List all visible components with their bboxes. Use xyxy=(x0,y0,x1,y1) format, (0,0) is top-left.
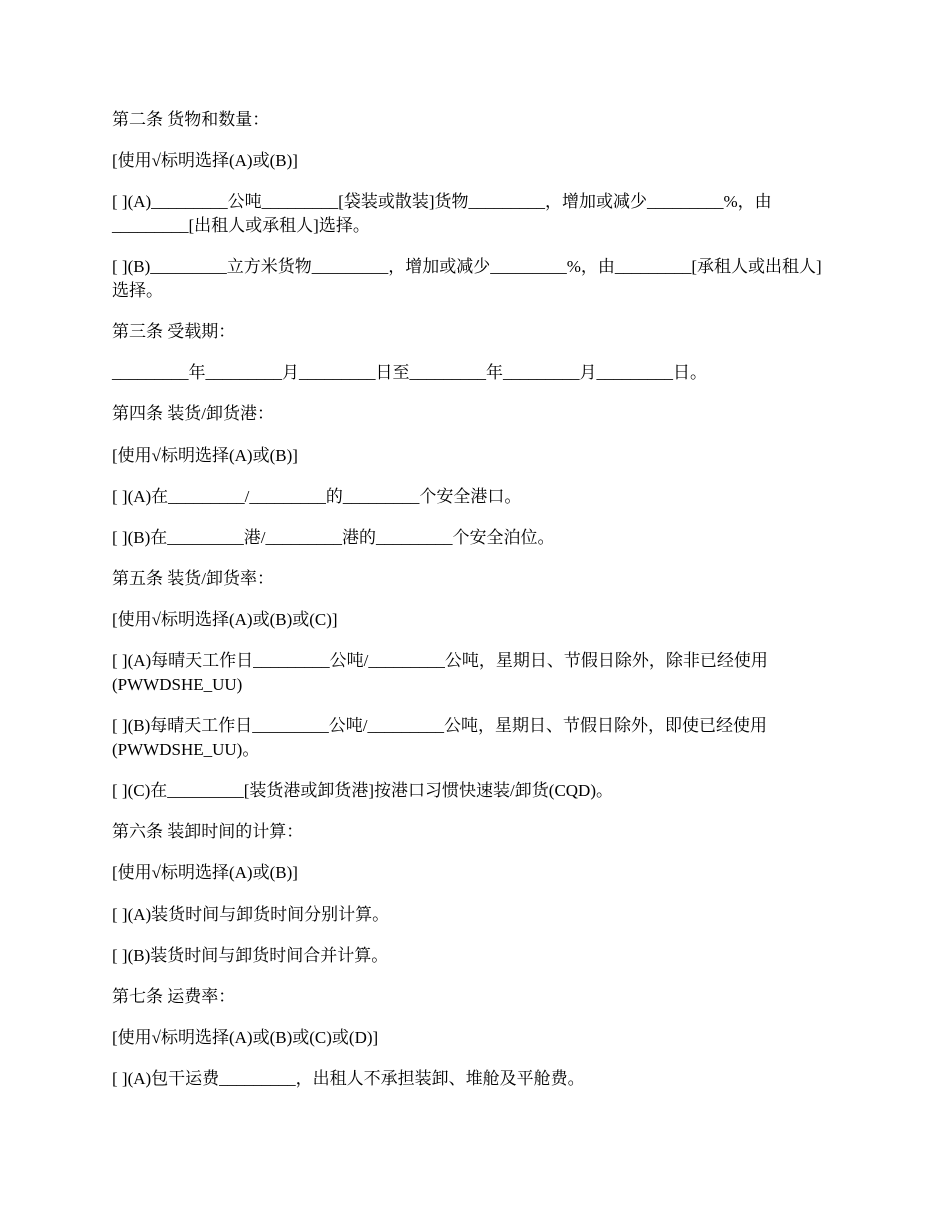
option-b-cargo: [ ](B)_________立方米货物_________，增加或减少_________%，由_________[承租人或出租人]选择。 xyxy=(112,257,822,300)
option-b-ports: [ ](B)在_________港/_________港的_________个安全泊位。 xyxy=(112,527,555,547)
clause-heading-7: 第七条 运费率： xyxy=(112,986,236,1006)
option-b-laytime: [ ](B)装货时间与卸货时间合并计算。 xyxy=(112,945,389,965)
selection-instruction: [使用√标明选择(A)或(B)] xyxy=(112,863,298,883)
selection-instruction: [使用√标明选择(A)或(B)] xyxy=(112,445,298,465)
option-a-cargo: [ ](A)_________公吨_________[袋装或散装]货物_________，增加或减少_________%，由_________[出租人或承租人]选择。 xyxy=(112,192,772,235)
selection-instruction: [使用√标明选择(A)或(B)或(C)或(D)] xyxy=(112,1028,379,1048)
clause-heading-5: 第五条 装货/卸货率： xyxy=(112,569,274,589)
selection-instruction: [使用√标明选择(A)或(B)] xyxy=(112,151,298,171)
clause-heading-6: 第六条 装卸时间的计算： xyxy=(112,822,304,842)
laycan-dates: _________年_________月_________日至_________年_________月_________日。 xyxy=(112,363,707,383)
option-b-rate: [ ](B)每晴天工作日_________公吨/_________公吨，星期日、节假日除外，即使已经使用(PWWDSHE_UU)。 xyxy=(112,716,767,759)
document-body xyxy=(112,108,838,1109)
selection-instruction: [使用√标明选择(A)或(B)或(C)] xyxy=(112,610,338,630)
option-c-rate: [ ](C)在_________[装货港或卸货港]按港口习惯快速装/卸货(CQD)。 xyxy=(112,781,613,800)
option-a-rate: [ ](A)每晴天工作日_________公吨/_________公吨，星期日、节假日除外，除非已经使用(PWWDSHE_UU) xyxy=(112,651,768,695)
option-a-laytime: [ ](A)装货时间与卸货时间分别计算。 xyxy=(112,904,390,924)
clause-heading-2: 第二条 货物和数量： xyxy=(112,110,270,129)
clause-heading-4: 第四条 装货/卸货港： xyxy=(112,404,274,424)
clause-heading-3: 第三条 受载期： xyxy=(112,321,236,341)
option-a-ports: [ ](A)在_________/_________的_________个安全港口。 xyxy=(112,486,522,506)
option-a-freight: [ ](A)包干运费_________，出租人不承担装卸、堆舱及平舱费。 xyxy=(112,1069,585,1089)
